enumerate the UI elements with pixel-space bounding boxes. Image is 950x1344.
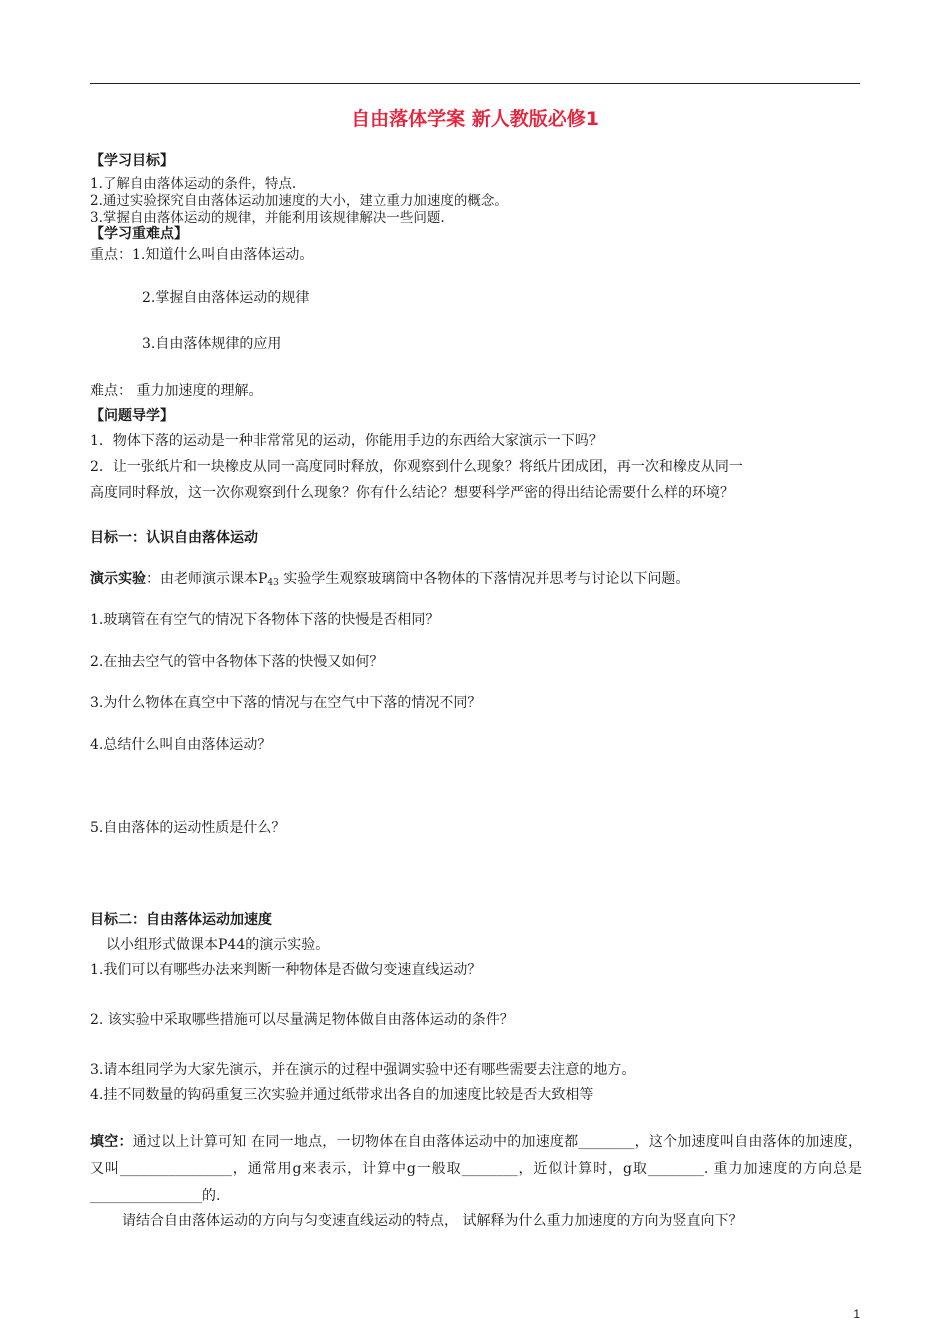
goal2-question: 1.我们可以有哪些办法来判断一种物体是否做匀变速直线运动？ [90,962,482,978]
difficult-point: 难点： 重力加速度的理解。 [90,383,263,399]
fill-blank[interactable]: ________ [647,1161,704,1177]
fill-text: 通过以上计算可知 在同一地点，一切物体在自由落体运动中的加速度都 [132,1134,579,1150]
objectives-heading: 【学习目标】 [90,153,174,169]
key-point-item [90,244,313,264]
fill-blank[interactable]: ________________ [90,1188,202,1204]
fill-blank[interactable]: ________ [461,1161,518,1177]
key-point-text: 1.知道什么叫自由落体运动。 [132,247,314,263]
goal1-heading: 目标一：认识自由落体运动 [90,530,258,546]
goal2-question: 3.请本组同学为大家先演示，并在演示的过程中强调实验中还有哪些需要去注意的地方。 [90,1062,636,1078]
objective-item: 1.了解自由落体运动的条件，特点. [90,176,297,192]
fill-text: . 重力加速度的方向总是 [703,1161,862,1177]
demo-label: 演示实验 [90,571,146,587]
guide-question: 2．让一张纸片和一块橡皮从同一高度同时释放，你观察到什么现象？将纸片团成团，再一次和橡皮从同一 [90,459,743,475]
key-points-heading: 【学习重难点】 [90,226,188,242]
goal1-question: 5.自由落体的运动性质是什么？ [90,820,286,836]
goal2-question: 4.挂不同数量的钩码重复三次实验并通过纸带求出各自的加速度比较是否大致相等 [90,1087,594,1103]
fill-blank[interactable]: ________ [578,1134,635,1150]
demo-text-rest: 实验学生观察玻璃筒中各物体的下落情况并思考与讨论以下问题。 [278,571,690,587]
demo-text: ：由老师演示课本P [146,571,268,587]
guide-heading: 【问题导学】 [90,408,174,424]
header-rule [90,83,860,84]
demo-page-subscript: 43 [267,578,279,588]
goal1-question: 4.总结什么叫自由落体运动？ [90,737,272,753]
fill-blank[interactable]: ________________ [119,1161,232,1177]
fill-text: ，这个加速度叫自由落体的加速度，又叫 [90,1134,863,1177]
page-title: 自由落体学案 新人教版必修1 [351,108,599,130]
fill-text: ，通常用g来表示，计算中g一般取 [231,1161,462,1177]
guide-question: 1．物体下落的运动是一种非常常见的运动，你能用手边的东西给大家演示一下吗？ [90,433,603,449]
fill-text: 的. [202,1188,221,1204]
goal2-question: 2. 该实验中采取哪些措施可以尽量满足物体做自由落体运动的条件？ [90,1012,514,1028]
objective-item: 3.掌握自由落体运动的规律，并能利用该规律解决一些问题. [90,210,445,226]
key-label: 重点： [90,247,132,263]
fill-in-paragraph [90,1129,862,1210]
demo-experiment [90,568,689,588]
goal2-intro: 以小组形式做课本P44的演示实验。 [106,937,330,953]
goal1-question: 2.在抽去空气的管中各物体下落的快慢又如何？ [90,654,384,670]
objective-item: 2.通过实验探究自由落体运动加速度的大小，建立重力加速度的概念。 [90,193,508,209]
key-point-item: 2.掌握自由落体运动的规律 [142,290,310,306]
fill-text: ，近似计算时，g取 [517,1161,648,1177]
page-number: 1 [853,1307,860,1321]
key-point-item: 3.自由落体规律的应用 [142,336,282,352]
goal2-heading: 目标二：自由落体运动加速度 [90,912,272,928]
closing-question: 请结合自由落体运动的方向与匀变速直线运动的特点， 试解释为什么重力加速度的方向为竖直向下？ [122,1213,743,1229]
fill-label: 填空： [90,1134,133,1150]
guide-question: 高度同时释放，这一次你观察到什么现象？你有什么结论？想要科学严密的得出结论需要什么样的环境？ [90,485,734,501]
goal1-question: 1.玻璃管在有空气的情况下各物体下落的快慢是否相同？ [90,612,440,628]
goal1-question: 3.为什么物体在真空中下落的情况与在空气中下落的情况不同？ [90,695,482,711]
